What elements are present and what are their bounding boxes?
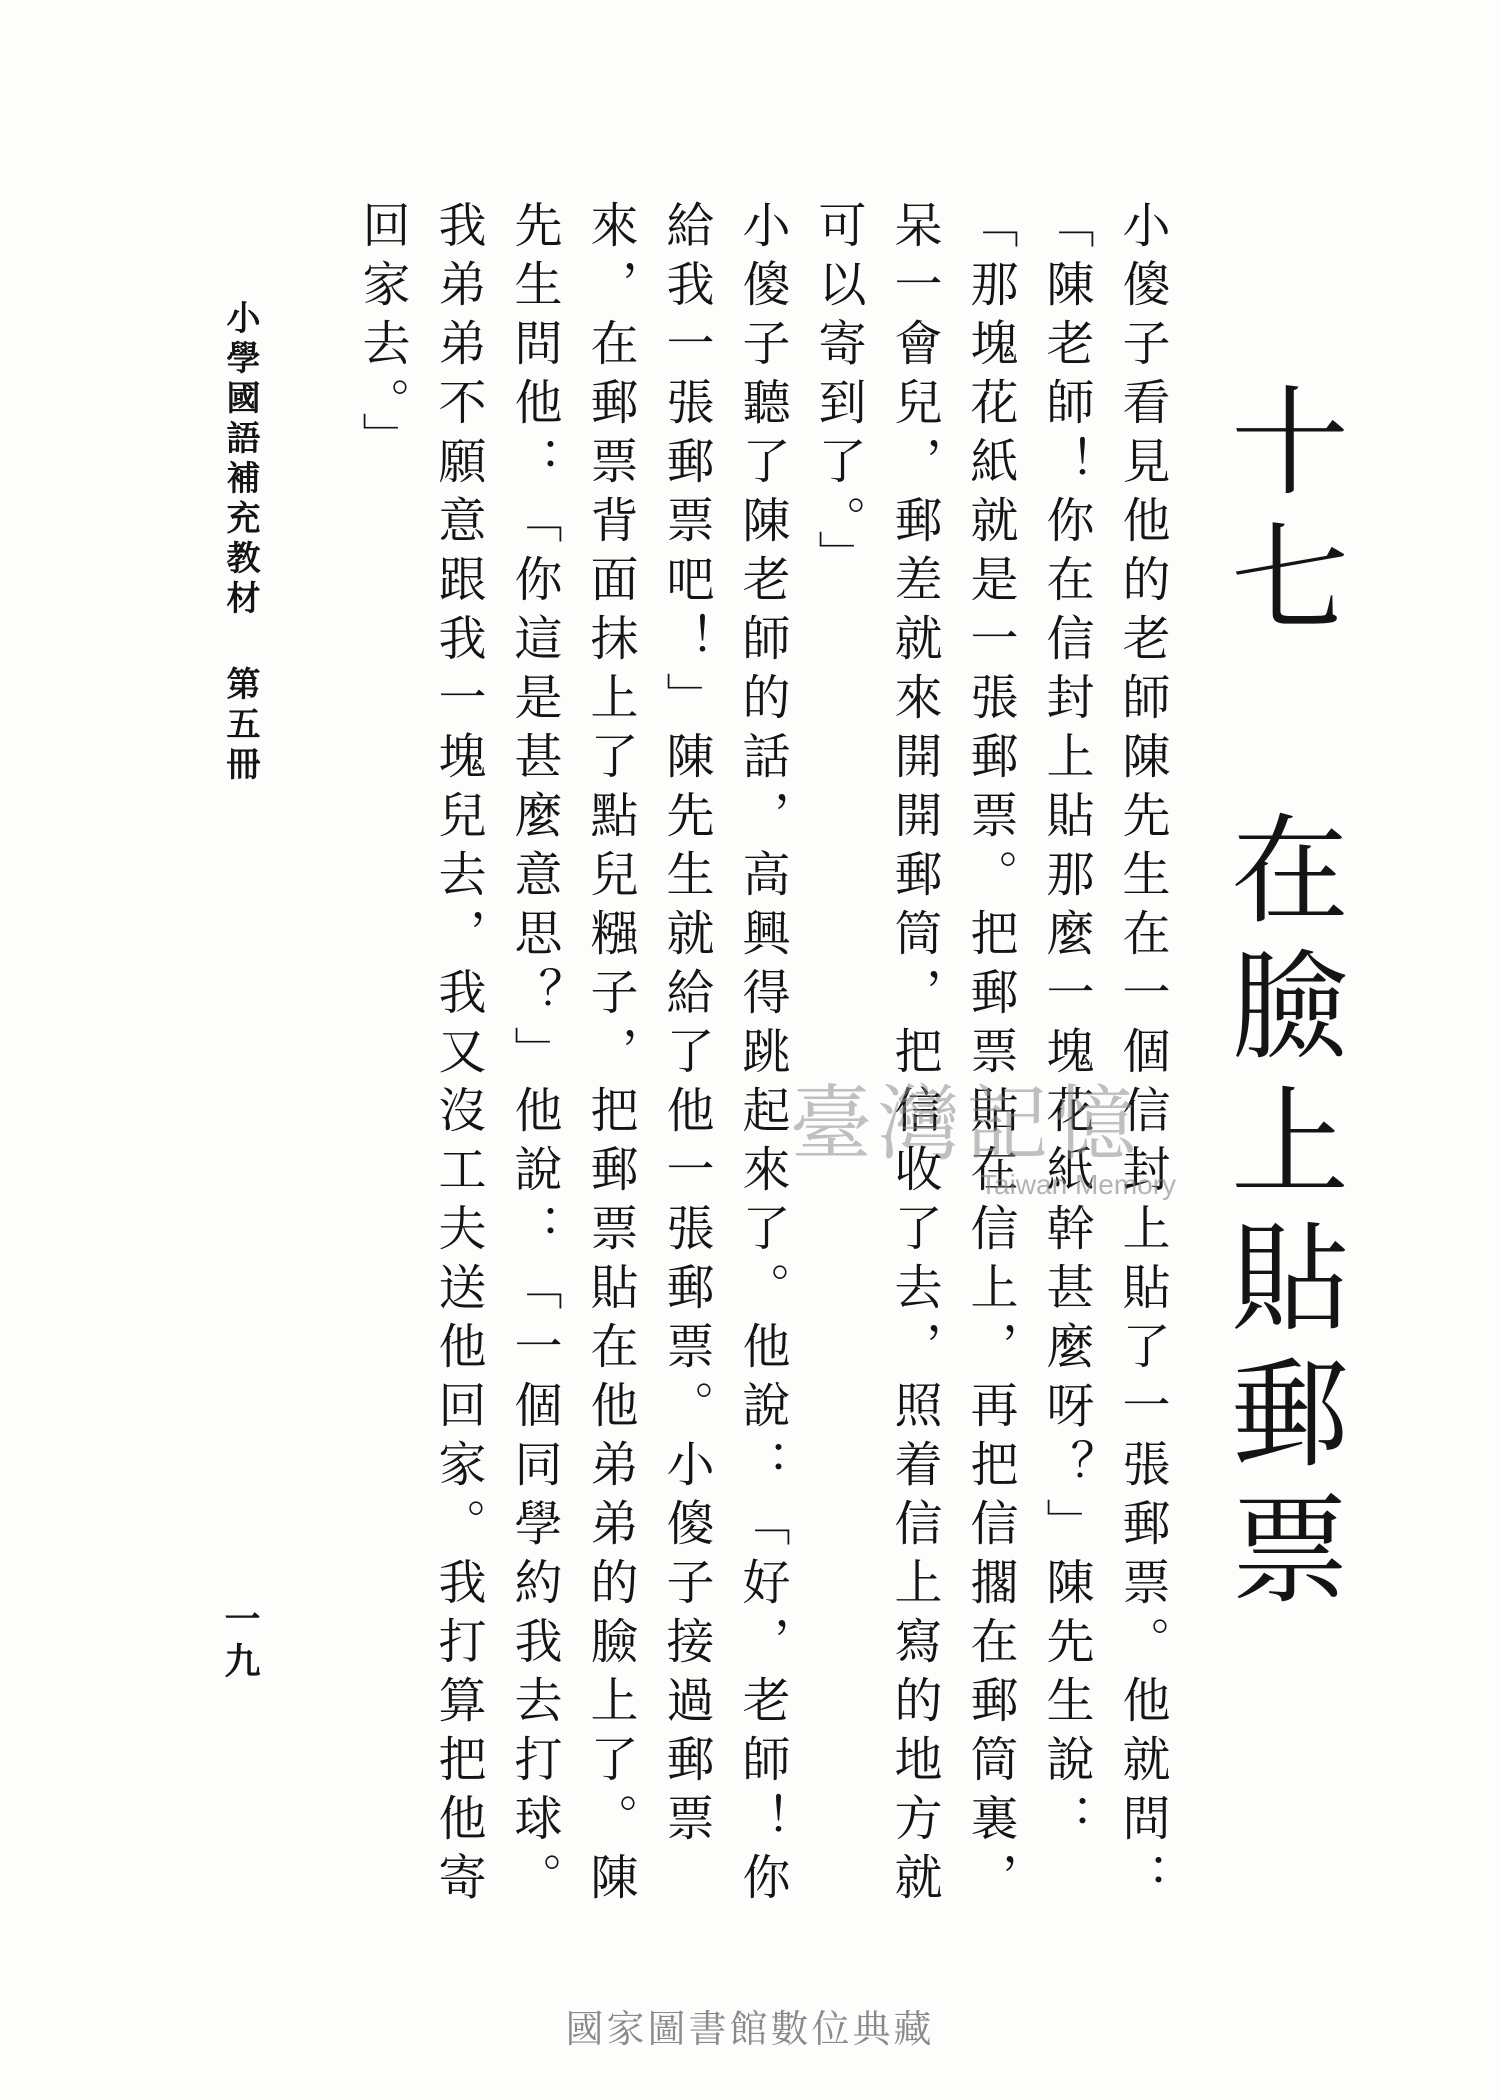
library-credit: 國家圖書館數位典藏 (565, 2007, 935, 2051)
paragraph-1: 小傻子看見他的老師陳先生在一個信封上貼了一張郵票。他就問：「陳老師！你在信封上貼那麼一塊花紙幹甚麼呀？」陳先生說：「那塊花紙就是一張郵票。把郵票貼在信上，再把信擱在郵筒裏，呆一會兒，郵差就來開開郵筒，把信收了去，照着信上寫的地方就可以寄到了。」 (810, 200, 1170, 1911)
paragraph-2: 小傻子聽了陳老師的話，高興得跳起來了。他說：「好，老師！你給我一張郵票吧！」陳先生就給了他一張郵票。小傻子接過郵票來，在郵票背面抹上了點兒糨子，把郵票貼在他弟弟的臉上了。陳先生問他：「你這是甚麼意思？」他說：「一個同學約我去打球。我弟弟不願意跟我一塊兒去，我又沒工夫送他回家。我打算把他寄回家去。」 (354, 200, 790, 1911)
watermark-text: 臺灣記憶 (790, 1077, 1143, 1172)
page-number: 一九 (219, 1600, 261, 1684)
book-title-label: 小學國語補充教材 第五冊 (220, 300, 260, 786)
watermark-subtitle: Taiwan Memory (980, 1169, 1177, 1200)
lesson-body (280, 200, 1180, 1960)
lesson-title: 十七 在臉上貼郵票 (1211, 380, 1349, 1624)
